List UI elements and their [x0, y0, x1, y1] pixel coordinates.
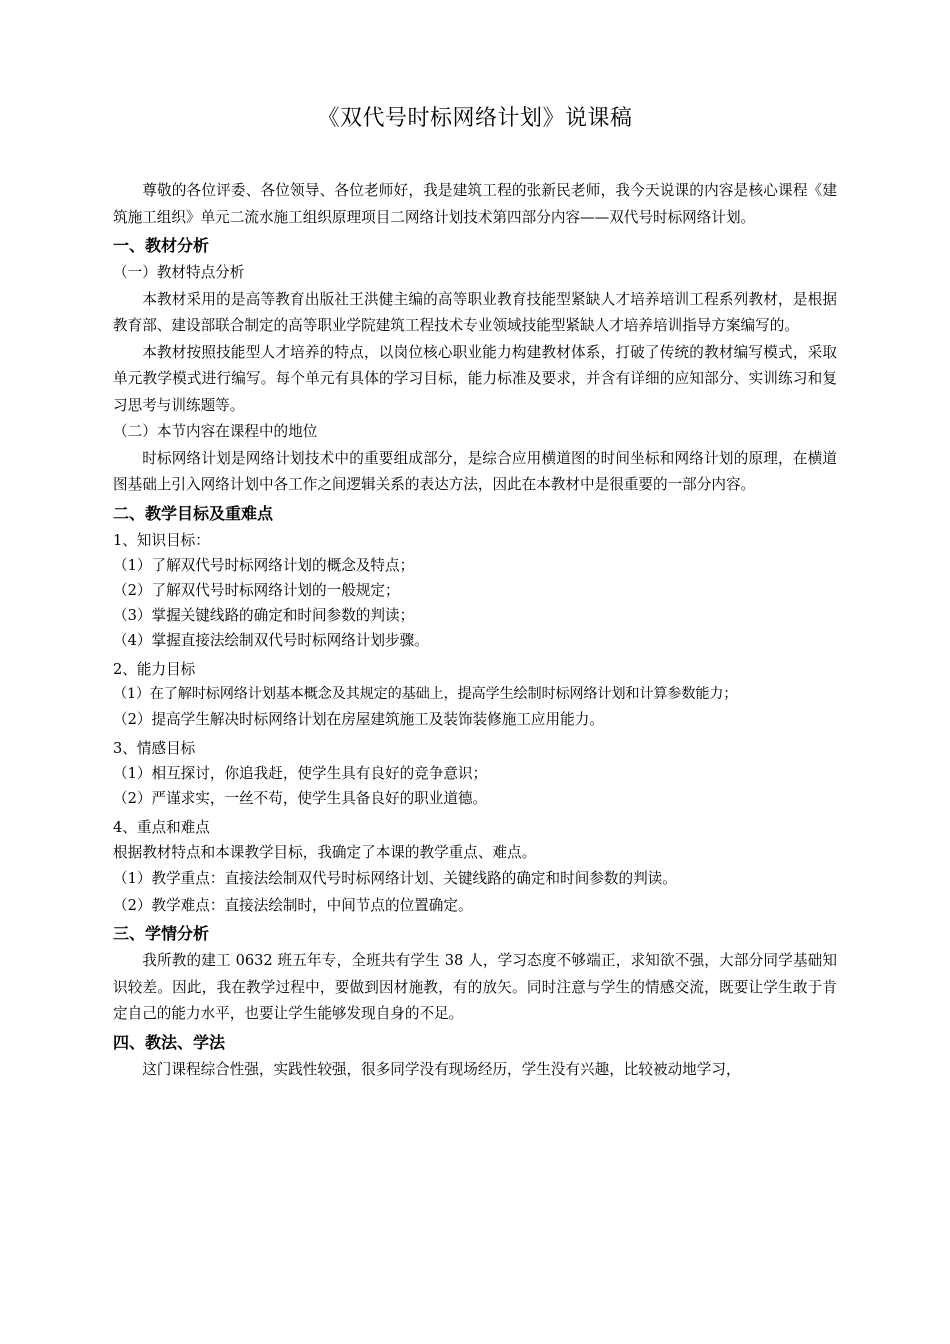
section-heading-teaching-goals: 二、教学目标及重难点 — [113, 503, 274, 523]
list-item: （2）严谨求实，一丝不苟，使学生具备良好的职业道德。 — [113, 789, 488, 807]
subsection-heading-ability-goals: 2、能力目标 — [113, 660, 196, 678]
document-body — [113, 178, 837, 1083]
list-item: （1）在了解时标网络计划基本概念及其规定的基础上，提高学生绘制时标网络计划和计算参数能力； — [113, 685, 738, 702]
list-item: （3）掌握关键线路的确定和时间参数的判读； — [113, 606, 415, 624]
list-item: （1）了解双代号时标网络计划的概念及特点； — [113, 556, 415, 574]
paragraph: 我所教的建工 0632 班五年专，全班共有学生 38 人，学习态度不够端正，求知欲不强，大部分同学基础知识较差。因此，我在教学过程中，要做到因材施教，有的放矢。同时注意与学生的情感交流，既要让学生敢于肯定自己的能力水平，也要让学生能够发现自身的不足。 — [113, 952, 837, 1022]
paragraph: 本教材按照技能型人才培养的特点，以岗位核心职业能力构建教材体系，打破了传统的教材编写模式，采取单元教学模式进行编写。每个单元有具体的学习目标，能力标准及要求，并含有详细的应知部分、实训练习和复习思考与训练题等。 — [113, 343, 837, 414]
subsection-heading-emotion-goals: 3、情感目标 — [113, 739, 196, 757]
section-heading-teaching-methods: 四、教法、学法 — [113, 1032, 226, 1052]
list-item: （4）掌握直接法绘制双代号时标网络计划步骤。 — [113, 631, 429, 649]
list-item: （2）提高学生解决时标网络计划在房屋建筑施工及装饰装修施工应用能力。 — [113, 710, 604, 728]
paragraph: 本教材采用的是高等教育出版社王洪健主编的高等职业教育技能型紧缺人才培养培训工程系列教材，是根据教育部、建设部联合制定的高等职业学院建筑工程技术专业领域技能型紧缺人才培养培训指导方案编写的。 — [113, 290, 837, 334]
paragraph: 这门课程综合性强，实践性较强，很多同学没有现场经历，学生没有兴趣，比较被动地学习， — [142, 1060, 741, 1078]
section-heading-student-analysis: 三、学情分析 — [113, 924, 210, 943]
list-item: （2）了解双代号时标网络计划的一般规定； — [113, 581, 400, 599]
list-item: （1）教学重点：直接法绘制双代号时标网络计划、关键线路的确定和时间参数的判读。 — [113, 870, 677, 887]
list-item: （1）相互探讨，你追我赶，使学生具有良好的竞争意识； — [113, 764, 488, 782]
subsection-heading-key-points: 4、重点和难点 — [113, 818, 210, 836]
document-title: 《双代号时标网络计划》说课稿 — [317, 106, 633, 131]
section-heading-textbook-analysis: 一、教材分析 — [113, 236, 210, 255]
subsection-heading-content-position: （二）本节内容在课程中的地位 — [113, 423, 318, 440]
paragraph: 根据教材特点和本课教学目标，我确定了本课的教学重点、难点。 — [113, 843, 537, 861]
subsection-heading-knowledge-goals: 1、知识目标： — [113, 531, 210, 549]
subsection-heading-textbook-features: （一）教材特点分析 — [113, 264, 245, 281]
list-item: （2）教学难点：直接法绘制时，中间节点的位置确定。 — [113, 896, 473, 914]
intro-paragraph: 尊敬的各位评委、各位领导、各位老师好，我是建筑工程的张新民老师，我今天说课的内容是核心课程《建筑施工组织》单元二流水施工组织原理项目二网络计划技术第四部分内容——双代号时标网络计划。 — [113, 182, 837, 226]
paragraph: 时标网络计划是网络计划技术中的重要组成部分，是综合应用横道图的时间坐标和网络计划的原理，在横道图基础上引入网络计划中各工作之间逻辑关系的表达方法，因此在本教材中是很重要的一部分内容。 — [113, 449, 837, 493]
